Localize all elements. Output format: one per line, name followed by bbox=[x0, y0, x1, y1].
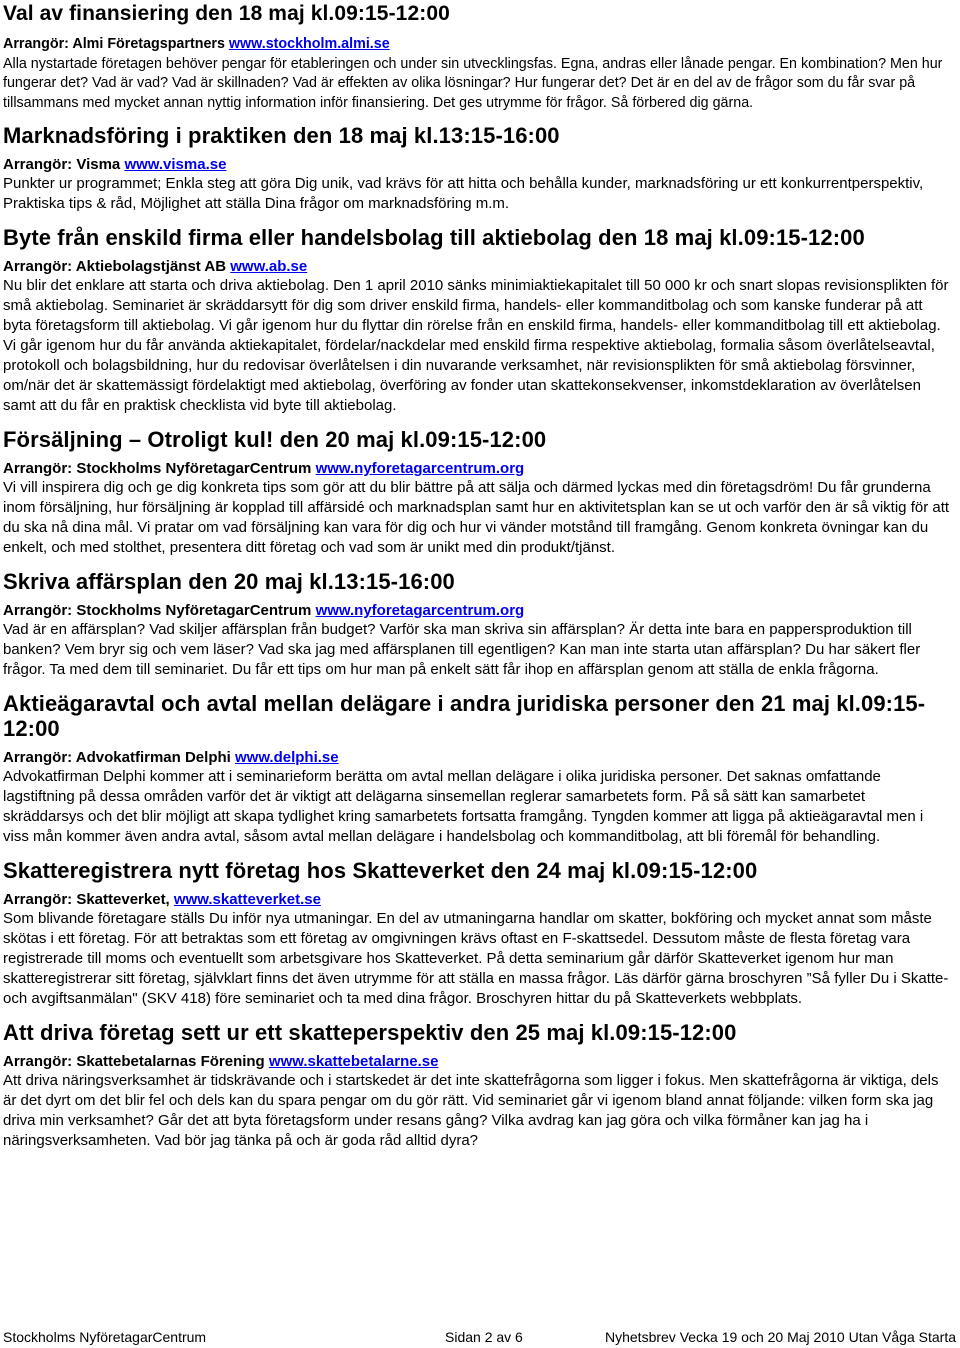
event-organizer bbox=[3, 1052, 950, 1071]
organizer-link[interactable]: www.nyforetagarcentrum.org bbox=[315, 460, 525, 477]
event-title: Att driva företag sett ur ett skatteperspektiv den 25 maj kl.09:15-12:00 bbox=[3, 1020, 737, 1045]
organizer-link[interactable]: www.delphi.se bbox=[234, 749, 339, 766]
event-byte-bolagsform bbox=[3, 225, 950, 416]
event-title: Skriva affärsplan den 20 maj kl.13:15-16:00 bbox=[3, 569, 455, 594]
organizer-label: Arrangör: Visma bbox=[3, 156, 121, 173]
event-skatteregistrera bbox=[3, 858, 950, 1009]
event-organizer bbox=[3, 890, 950, 909]
footer-page-number: Sidan 2 av 6 bbox=[445, 1329, 523, 1345]
event-skatteperspektiv bbox=[3, 1020, 950, 1151]
event-title: Skatteregistrera nytt företag hos Skatteverket den 24 maj kl.09:15-12:00 bbox=[3, 858, 758, 883]
page-footer bbox=[3, 1329, 956, 1345]
event-organizer bbox=[3, 35, 950, 55]
organizer-label: Arrangör: Stockholms NyföretagarCentrum bbox=[3, 602, 312, 619]
footer-organization: Stockholms NyföretagarCentrum bbox=[3, 1329, 207, 1345]
organizer-link[interactable]: www.skatteverket.se bbox=[173, 891, 321, 908]
organizer-label: Arrangör: Almi Företagspartners bbox=[3, 36, 225, 52]
event-organizer bbox=[3, 257, 950, 276]
organizer-label: Arrangör: Advokatfirman Delphi bbox=[3, 749, 231, 766]
event-description: Vi vill inspirera dig och ge dig konkreta tips som gör att du blir bättre på att sälja och därmed lyckas med din företagsdröm! Du får grunderna inom försäljning, hur försäljning är kopplad till affärsidé och marknadsplan samt hur en aktivitetsplan kan se ut och varför den är så viktig för att du ska nå dina mål. Vi pratar om vad försäljning kan vara för dig och hur vi vänder motstånd till framgång. Genom konkreta övningar kan du enkelt, och med stolthet, presentera ditt företag och vad som är unikt med din produkt/tjänst. bbox=[3, 479, 950, 556]
event-title: Marknadsföring i praktiken den 18 maj kl.13:15-16:00 bbox=[3, 123, 560, 148]
footer-newsletter-title: Nyhetsbrev Vecka 19 och 20 Maj 2010 Utan Våga Starta bbox=[605, 1329, 956, 1345]
event-title: Val av finansiering den 18 maj kl.09:15-12:00 bbox=[3, 2, 450, 25]
organizer-link[interactable]: www.nyforetagarcentrum.org bbox=[315, 602, 525, 619]
organizer-link[interactable]: www.ab.se bbox=[230, 258, 308, 275]
event-title: Byte från enskild firma eller handelsbolag till aktiebolag den 18 maj kl.09:15-12:00 bbox=[3, 225, 865, 250]
event-aktieagaravtal bbox=[3, 691, 950, 847]
event-organizer bbox=[3, 748, 950, 767]
organizer-link[interactable]: www.skattebetalarne.se bbox=[268, 1053, 439, 1070]
event-affarsplan bbox=[3, 569, 950, 680]
event-description: Alla nystartade företagen behöver pengar för etableringen och under sin utvecklingsfas. Egna, andras eller lånade pengar. En kombination? Men hur fungerar det? Vad är vad? Vad är skillnaden? Vad är effekten av olika lösningar? Hur fungerar det? Det är en del av de frågor som du får svar på tillsammans med mycket annan nyttig information inför finansiering. Det ges utrymme för frågor. Så förbered dig gärna. bbox=[3, 55, 943, 111]
organizer-label: Arrangör: Skatteverket, bbox=[3, 891, 170, 908]
event-marknadsforing bbox=[3, 123, 950, 214]
event-description: Vad är en affärsplan? Vad skiljer affärsplan från budget? Varför ska man skriva sin affärsplan? Är detta inte bara en pappersproduktion till banken? Vem bryr sig och vem läser? Vad ska jag med affärsplanen till egentligen? Kan man inte starta utan affärsplan? Du har säkert fler frågor. Ta med dem till seminariet. Du får ett tips om hur man på enkelt sätt får ihop en affärsplan genom att ställa de enkla frågorna. bbox=[3, 621, 921, 678]
organizer-label: Arrangör: Stockholms NyföretagarCentrum bbox=[3, 460, 312, 477]
event-description: Som blivande företagare ställs Du inför nya utmaningar. En del av utmaningarna handlar om skatter, bokföring och mycket annat som måste skötas i ett företag. För att betraktas som ett företag av omgivningen krävs oftast en F-skattsedel. Dessutom måste de flesta företag vara registrerade till moms och eventuellt som arbetsgivare hos Skatteverket. På detta seminarium går därför Skatteverket igenom hur man skatteregistrerar sitt företag, självklart finns det även utrymme för att ställa en massa frågor. Läs därför gärna broschyren ”Så fyller Du i Skatte- och avgiftsanmälan" (SKV 418) före seminariet och ta med dina frågor. Broschyren hittar du på Skatteverkets webbplats. bbox=[3, 910, 949, 1007]
organizer-label: Arrangör: Aktiebolagstjänst AB bbox=[3, 258, 227, 275]
organizer-link[interactable]: www.stockholm.almi.se bbox=[228, 36, 390, 52]
event-finansiering bbox=[3, 0, 950, 113]
event-description: Nu blir det enklare att starta och driva aktiebolag. Den 1 april 2010 sänks minimiaktiekapitalet till 50 000 kr och snart slopas revisionsplikten för små aktiebolag. Seminariet är skräddarsytt för dig som driver enskild firma, handels- eller kommanditbolag och som kanske funderar på att byta företagsform till aktiebolag. Vi går igenom hur du flyttar din rörelse från en enskild firma, handels- eller kommanditbolag till ett aktiebolag. Vi går igenom hur du får använda aktiekapitalet, fördelar/nackdelar med enskild firma respektive aktiebolag, formalia såsom överlåtelseavtal, protokoll och bolagsbildning, hur du redovisar överlåtelsen i din nuvarande verksamhet, när revisionsplikten för små aktiebolag försvinner, om/när det är skattemässigt fördelaktigt med aktiebolag, överföring av fonder utan skattekonsekvenser, inkomstdeklaration av överlåtelsen samt att du får en praktisk checklista vid byte till aktiebolag. bbox=[3, 277, 949, 414]
organizer-label: Arrangör: Skattebetalarnas Förening bbox=[3, 1053, 265, 1070]
event-organizer bbox=[3, 459, 950, 478]
event-title: Aktieägaravtal och avtal mellan delägare i andra juridiska personer den 21 maj kl.09:15-12:00 bbox=[3, 691, 926, 741]
event-description: Punkter ur programmet; Enkla steg att göra Dig unik, vad krävs för att hitta och behålla kunder, marknadsföring ur ett konkurrentperspektiv, Praktiska tips & råd, Möjlighet att ställa Dina frågor om marknadsföring m.m. bbox=[3, 175, 924, 212]
event-organizer bbox=[3, 155, 950, 174]
event-description: Advokatfirman Delphi kommer att i seminarieform berätta om avtal mellan delägare i olika juridiska personer. Det saknas omfattande lagstiftning på dessa områden varför det är viktigt att delägarna sinsemellan reglerar samarbetets form. På så sätt kan samarbetet skräddarsys och det blir möjligt att skapa tydlighet kring samarbetets fortsatta framgång. Tyngden kommer att ligga på aktieägaravtal men i viss mån kommer även andra avtal, såsom avtal mellan delägare i handelsbolag och kommanditbolag, att bli föremål för behandling. bbox=[3, 768, 924, 845]
event-description: Att driva näringsverksamhet är tidskrävande och i startskedet är det inte skattefrågorna som ligger i fokus. Men skattefrågorna är viktiga, dels är det dyrt om det blir fel och dels kan du spara pengar om du gör rätt. Vid seminariet går vi igenom bland annat följande: vilken form ska jag driva min verksamhet? Går det att byta företagsform under resans gång? Vilka avdrag kan jag göra och vilka förmåner kan jag ha i näringsverksamheten. Vad bör jag tänka på och är goda råd alltid dyra? bbox=[3, 1072, 939, 1149]
event-title: Försäljning – Otroligt kul! den 20 maj kl.09:15-12:00 bbox=[3, 427, 547, 452]
event-organizer bbox=[3, 601, 950, 620]
event-forsaljning bbox=[3, 427, 950, 558]
organizer-link[interactable]: www.visma.se bbox=[124, 156, 227, 173]
